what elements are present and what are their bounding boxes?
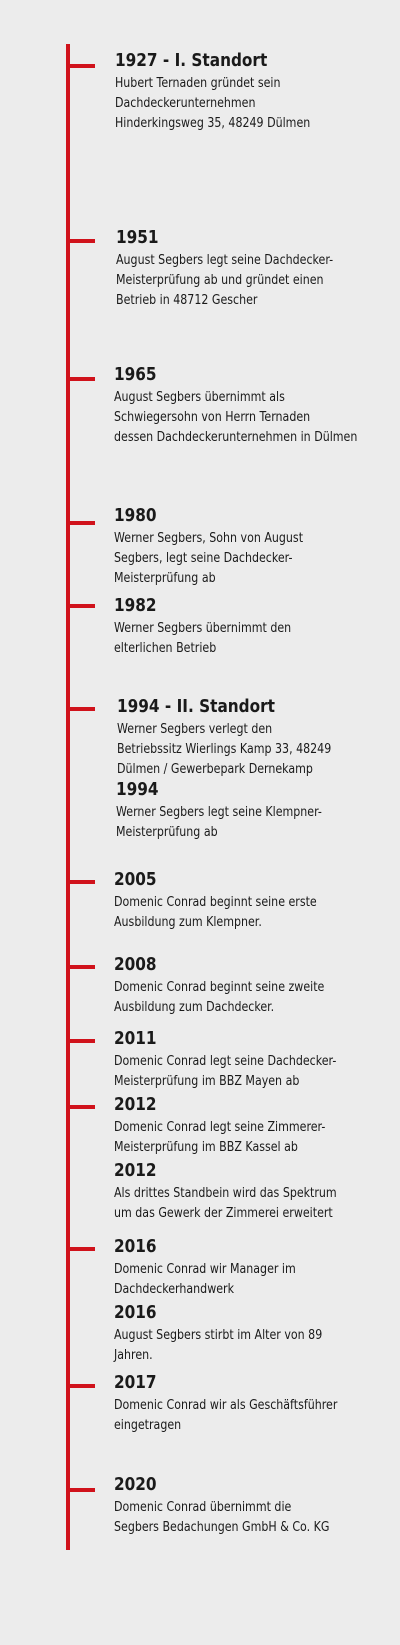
- entry-line: elterlichen Betrieb: [114, 641, 217, 656]
- timeline-tick: [69, 1039, 95, 1043]
- entry-year: 2011: [114, 1028, 157, 1049]
- entry-line: Hubert Ternaden gründet sein: [115, 76, 281, 91]
- timeline-axis: [66, 44, 70, 1550]
- entry-line: Meisterprüfung ab: [116, 825, 218, 840]
- timeline-entry-2012-zimmerei: [114, 1160, 374, 1224]
- entry-description: [114, 1052, 369, 1092]
- entry-year: 1927 - I. Standort: [115, 50, 268, 71]
- timeline-tick: [69, 965, 95, 969]
- entry-description: [117, 720, 372, 780]
- entry-year: 1994 - II. Standort: [117, 696, 275, 717]
- entry-description: [115, 74, 370, 134]
- entry-line: Meisterprüfung ab: [114, 571, 216, 586]
- timeline-entry-1980: [114, 505, 374, 589]
- entry-year: 1965: [114, 364, 157, 385]
- entry-line: Als drittes Standbein wird das Spektrum: [114, 1186, 337, 1201]
- timeline-entry-1951: [116, 227, 376, 311]
- entry-line: dessen Dachdeckerunternehmen in Dülmen: [114, 430, 358, 445]
- timeline-tick: [69, 707, 95, 711]
- entry-line: Dachdeckerunternehmen: [115, 96, 256, 111]
- entry-line: Betriebssitz Wierlings Kamp 33, 48249: [117, 742, 332, 757]
- entry-year: 2012: [114, 1094, 157, 1115]
- timeline-tick: [69, 377, 95, 381]
- timeline-tick: [69, 1384, 95, 1388]
- entry-year: 2012: [114, 1160, 157, 1181]
- timeline-entry-2005: [114, 869, 374, 933]
- timeline-entry-1965: [114, 364, 374, 448]
- entry-line: Domenic Conrad legt seine Dachdecker-: [114, 1054, 337, 1069]
- timeline-entry-1982: [114, 595, 374, 659]
- entry-year: 1982: [114, 595, 157, 616]
- entry-year: 2016: [114, 1236, 157, 1257]
- entry-line: Domenic Conrad beginnt seine zweite: [114, 980, 325, 995]
- entry-year: 1951: [116, 227, 159, 248]
- entry-line: Domenic Conrad legt seine Zimmerer-: [114, 1120, 326, 1135]
- timeline-entry-2008: [114, 954, 374, 1018]
- timeline-tick: [69, 1247, 95, 1251]
- entry-description: [114, 619, 369, 659]
- entry-line: Meisterprüfung ab und gründet einen: [116, 273, 324, 288]
- timeline-entry-2020: [114, 1474, 374, 1538]
- entry-line: eingetragen: [114, 1418, 182, 1433]
- entry-description: [114, 893, 369, 933]
- entry-description: [114, 529, 369, 589]
- entry-line: Domenic Conrad wir als Geschäftsführer: [114, 1398, 338, 1413]
- entry-line: Domenic Conrad wir Manager im: [114, 1262, 296, 1277]
- timeline-entry-2012: [114, 1094, 374, 1158]
- timeline-tick: [69, 604, 95, 608]
- entry-description: [114, 1326, 369, 1366]
- timeline-tick: [69, 521, 95, 525]
- timeline-tick: [69, 880, 95, 884]
- timeline-entry-2016-segbers: [114, 1302, 374, 1366]
- entry-line: Betrieb in 48712 Gescher: [116, 293, 258, 308]
- entry-line: Dachdeckerhandwerk: [114, 1282, 234, 1297]
- entry-line: Dülmen / Gewerbepark Dernekamp: [117, 762, 313, 777]
- entry-line: Ausbildung zum Klempner.: [114, 915, 262, 930]
- entry-year: 2017: [114, 1372, 157, 1393]
- timeline-tick: [69, 1105, 95, 1109]
- entry-line: Jahren.: [114, 1348, 153, 1363]
- entry-description: [114, 1498, 369, 1538]
- entry-description: [114, 388, 369, 448]
- entry-line: Ausbildung zum Dachdecker.: [114, 1000, 275, 1015]
- entry-line: Werner Segbers verlegt den: [117, 722, 273, 737]
- entry-description: [116, 803, 371, 843]
- timeline-tick: [69, 64, 95, 68]
- entry-line: Meisterprüfung im BBZ Kassel ab: [114, 1140, 298, 1155]
- entry-description: [114, 1260, 369, 1300]
- entry-description: [114, 1396, 369, 1436]
- entry-description: [116, 251, 371, 311]
- entry-line: Werner Segbers legt seine Klempner-: [116, 805, 322, 820]
- entry-line: August Segbers legt seine Dachdecker-: [116, 253, 334, 268]
- timeline-entry-1994: [116, 779, 376, 843]
- entry-line: Domenic Conrad übernimmt die: [114, 1500, 292, 1515]
- entry-description: [114, 1118, 369, 1158]
- timeline-tick: [69, 1488, 95, 1492]
- timeline-entry-2016: [114, 1236, 374, 1300]
- timeline-entry-1927: [115, 50, 375, 134]
- timeline-tick: [69, 239, 95, 243]
- timeline-entry-2011: [114, 1028, 374, 1092]
- entry-line: Segbers Bedachungen GmbH & Co. KG: [114, 1520, 330, 1535]
- entry-line: August Segbers übernimmt als: [114, 390, 285, 405]
- entry-line: August Segbers stirbt im Alter von 89: [114, 1328, 323, 1343]
- entry-line: Segbers, legt seine Dachdecker-: [114, 551, 293, 566]
- entry-description: [114, 1184, 369, 1224]
- entry-line: Domenic Conrad beginnt seine erste: [114, 895, 317, 910]
- entry-year: 2008: [114, 954, 157, 975]
- entry-year: 2016: [114, 1302, 157, 1323]
- timeline-entry-2017: [114, 1372, 374, 1436]
- entry-line: Hinderkingsweg 35, 48249 Dülmen: [115, 116, 311, 131]
- timeline-entry-1994-standort: [117, 696, 377, 780]
- entry-line: um das Gewerk der Zimmerei erweitert: [114, 1206, 333, 1221]
- entry-line: Werner Segbers übernimmt den: [114, 621, 292, 636]
- entry-year: 1994: [116, 779, 159, 800]
- entry-line: Werner Segbers, Sohn von August: [114, 531, 304, 546]
- entry-line: Schwiegersohn von Herrn Ternaden: [114, 410, 311, 425]
- entry-year: 2020: [114, 1474, 157, 1495]
- entry-description: [114, 978, 369, 1018]
- entry-line: Meisterprüfung im BBZ Mayen ab: [114, 1074, 300, 1089]
- entry-year: 1980: [114, 505, 157, 526]
- entry-year: 2005: [114, 869, 157, 890]
